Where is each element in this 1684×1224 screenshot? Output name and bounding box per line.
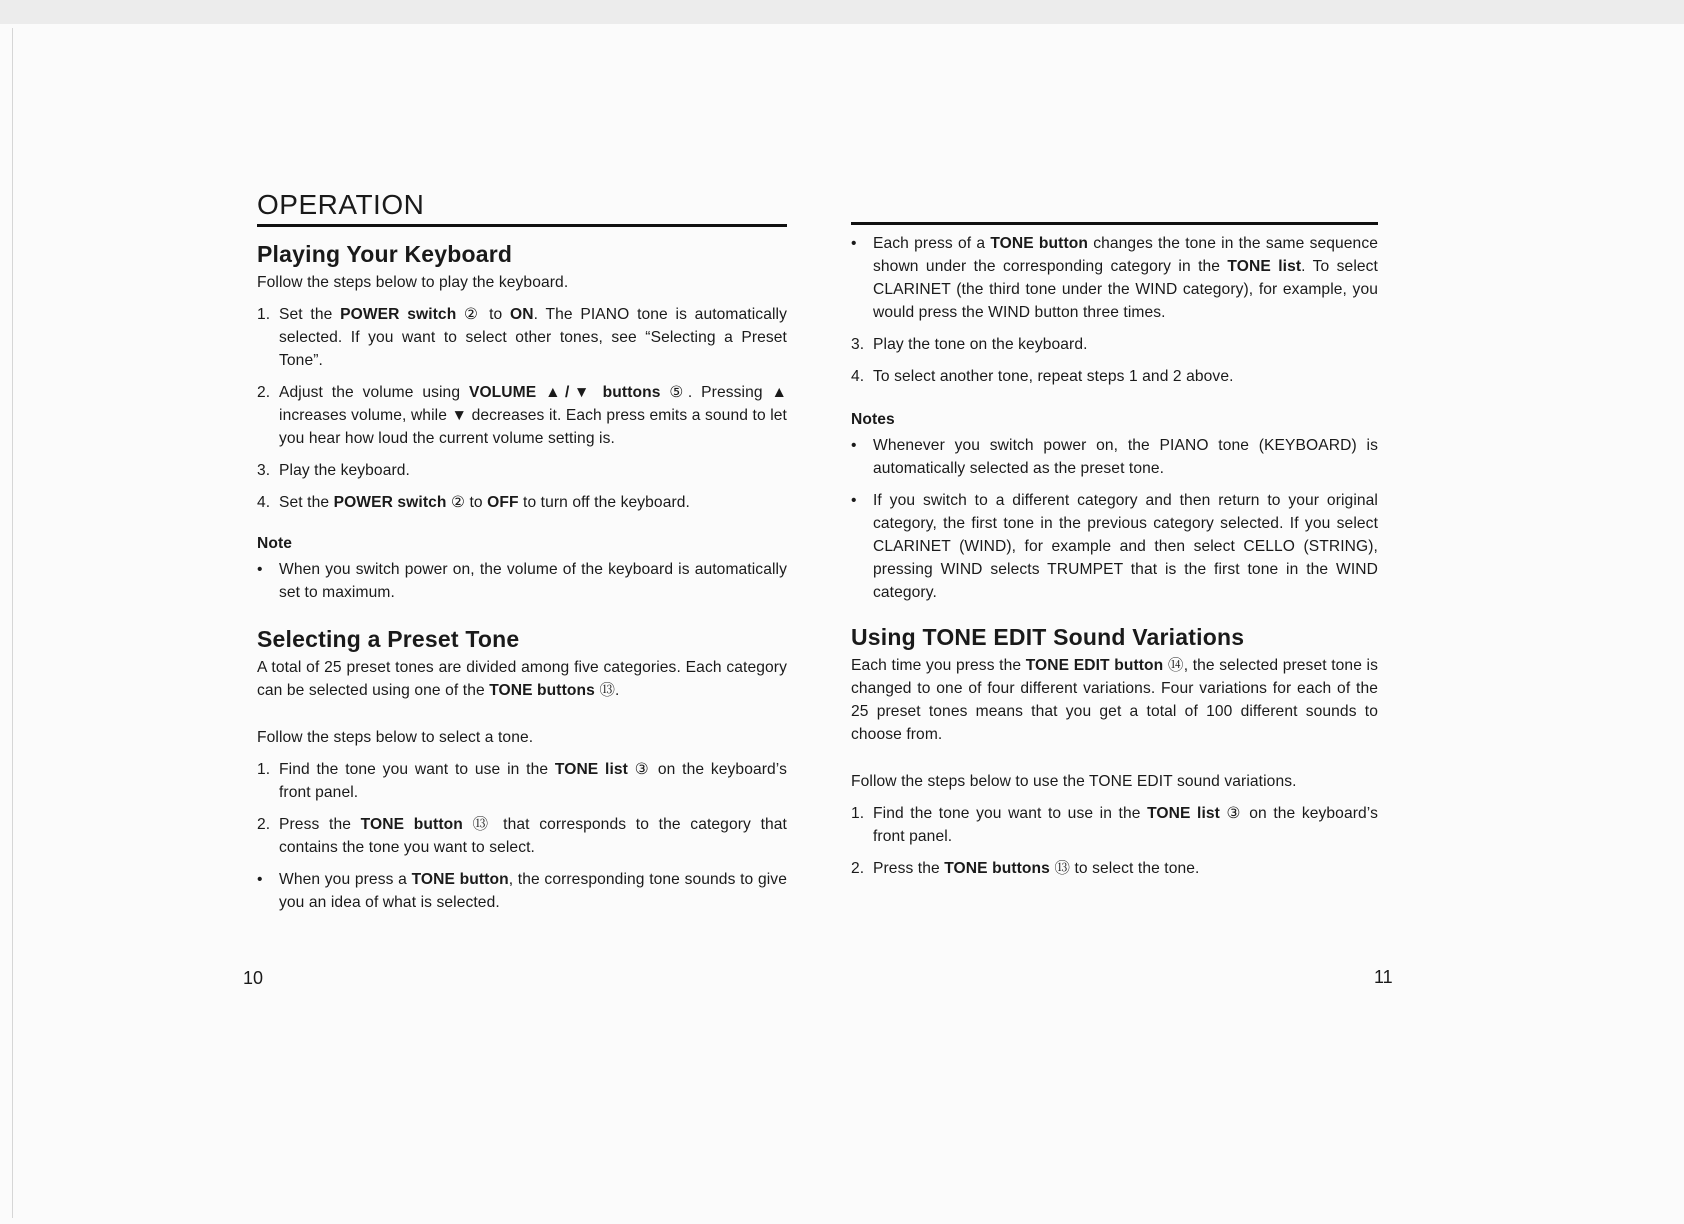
- step-text: ③ on the keyboard’s front panel.: [873, 805, 1378, 845]
- step-number: 2.: [257, 816, 271, 833]
- page-number-right: 11: [1374, 967, 1393, 987]
- page-number-left: 10: [243, 968, 264, 988]
- step-keyword: TONE button: [360, 816, 463, 833]
- bullet-text: changes the tone in the same sequence shown under the corresponding category in the: [873, 235, 1378, 275]
- section-playing: [257, 239, 787, 604]
- step-text: Set the: [279, 494, 334, 511]
- step-item: [257, 758, 787, 804]
- step-text: Find the tone you want to use in the: [279, 761, 555, 778]
- step-number: 3.: [257, 462, 271, 479]
- step-item: [257, 868, 787, 914]
- step-number: 1.: [257, 306, 271, 323]
- bullet: •: [851, 492, 857, 509]
- intro-text: ⑬.: [594, 682, 620, 699]
- step-text: Find the tone you want to use in the: [873, 805, 1148, 822]
- note-heading: Note: [257, 535, 293, 552]
- left-page: [257, 188, 787, 914]
- playing-steps: [257, 303, 787, 514]
- bullet: •: [257, 871, 263, 888]
- bullet: •: [257, 561, 263, 578]
- step-number: 2.: [851, 860, 865, 877]
- step-number: 4.: [851, 368, 865, 385]
- step-text: Press the: [279, 816, 361, 833]
- step-keyword: OFF: [487, 494, 519, 511]
- step-text: . The PIANO tone is automatically selected. If you want to select other tones, see “Selecting a Preset Tone”.: [279, 306, 787, 369]
- selecting-intro: [257, 656, 787, 702]
- bullet-text: Each press of a: [873, 235, 991, 252]
- step-item: [257, 813, 787, 859]
- bullet-text: . To select CLARINET (the third tone under the WIND category), for example, you would press the WIND button three times.: [873, 258, 1378, 321]
- step-keyword: POWER switch: [333, 494, 447, 511]
- step-number: 2.: [257, 384, 271, 401]
- step-keyword: TONE list: [554, 761, 628, 778]
- step-keyword: TONE button: [411, 871, 509, 888]
- step-keyword: TONE buttons: [944, 860, 1050, 877]
- step-text: , the corresponding tone sounds to give you an idea of what is selected.: [279, 871, 787, 911]
- tone-edit-follow: Follow the steps below to use the TONE EDIT sound variations.: [851, 773, 1297, 790]
- intro-text: A total of 25 preset tones are divided among five categories. Each category can be selected using one of the: [257, 659, 787, 699]
- page-title: OPERATION: [257, 188, 787, 227]
- note-text: If you switch to a different category and then return to your original category, the first tone in the previous category selected. If you select CLARINET (WIND), for example and then select CELLO (STRING), pressing WIND selects TRUMPET that is the first tone in the WIND category.: [873, 492, 1378, 601]
- step-number: 3.: [851, 336, 865, 353]
- section-selecting: [257, 624, 787, 914]
- note-item: [851, 434, 1378, 480]
- step-text: ⑬ that corresponds to the category that contains the tone you want to select.: [279, 816, 787, 856]
- step-item: [257, 303, 787, 372]
- step-text: Play the keyboard.: [279, 462, 410, 479]
- step-item: [257, 459, 787, 482]
- notes-list: [851, 434, 1378, 604]
- intro-keyword: TONE EDIT button: [1025, 657, 1164, 674]
- selecting-steps: [257, 758, 787, 914]
- step-number: 4.: [257, 494, 271, 511]
- step-keyword: VOLUME ▲/▼ buttons: [468, 384, 661, 401]
- notes-heading: Notes: [851, 411, 895, 428]
- step-item: [851, 365, 1378, 388]
- step-text: Play the tone on the keyboard.: [873, 336, 1088, 353]
- step-item: [851, 333, 1378, 356]
- step-keyword: TONE list: [1147, 805, 1220, 822]
- step-item: [851, 802, 1378, 848]
- section-tone-edit: [851, 622, 1378, 880]
- step-item: [257, 491, 787, 514]
- step-text: Adjust the volume using: [279, 384, 469, 401]
- note-text: When you switch power on, the volume of the keyboard is automatically set to maximum.: [279, 561, 787, 601]
- step-text: When you press a: [279, 871, 412, 888]
- step-text: ⑤. Pressing ▲ increases volume, while ▼ decreases it. Each press emits a sound to let you hear how loud the current volume setting is.: [279, 384, 788, 447]
- step-text: Set the: [279, 306, 341, 323]
- tone-edit-steps: [851, 802, 1378, 880]
- step-text: To select another tone, repeat steps 1 and 2 above.: [873, 368, 1234, 385]
- step-keyword: ON: [510, 306, 534, 323]
- bullet-keyword: TONE button: [990, 235, 1089, 252]
- step-text: to turn off the keyboard.: [518, 494, 690, 511]
- step-number: 1.: [851, 805, 865, 822]
- step-number: 1.: [257, 761, 271, 778]
- tone-edit-intro: [851, 654, 1378, 746]
- step-text: ③ on the keyboard’s front panel.: [279, 761, 787, 801]
- bullet: •: [851, 235, 857, 252]
- playing-intro: Follow the steps below to play the keyboard.: [257, 274, 569, 291]
- intro-text: Each time you press the: [851, 657, 1026, 674]
- step-item: [851, 857, 1378, 880]
- right-page: [851, 220, 1378, 880]
- step-keyword: POWER switch: [340, 306, 457, 323]
- section-title-selecting: Selecting a Preset Tone: [257, 626, 520, 652]
- bullet-keyword: TONE list: [1227, 258, 1302, 275]
- bullet-item: [851, 232, 1378, 324]
- intro-text: ⑭, the selected preset tone is changed to one of four different variations. Four variations for each of the 25 preset tones means that you get a total of 100 different sounds to choose from.: [851, 657, 1379, 743]
- step-text: ② to: [446, 494, 488, 511]
- tone-button-bullets: [851, 232, 1378, 324]
- intro-keyword: TONE buttons: [489, 682, 595, 699]
- step-item: [257, 381, 787, 450]
- step-text: ⑬ to select the tone.: [1049, 860, 1200, 877]
- note-item: [851, 489, 1378, 604]
- section-title-playing: Playing Your Keyboard: [257, 241, 513, 267]
- note-list: [257, 558, 787, 604]
- step-text: Press the: [873, 860, 945, 877]
- note-item: [257, 558, 787, 604]
- right-steps: [851, 333, 1378, 388]
- step-text: ② to: [456, 306, 511, 323]
- selecting-follow: Follow the steps below to select a tone.: [257, 729, 534, 746]
- section-title-tone-edit: Using TONE EDIT Sound Variations: [851, 624, 1245, 650]
- bullet: •: [851, 437, 857, 454]
- note-text: Whenever you switch power on, the PIANO tone (KEYBOARD) is automatically selected as the preset tone.: [873, 437, 1378, 477]
